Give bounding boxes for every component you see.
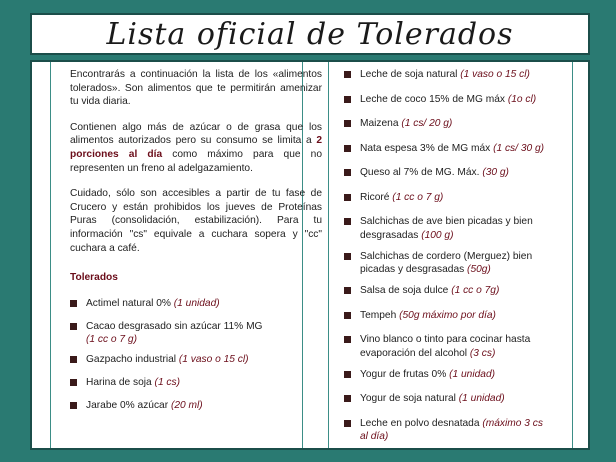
item-quantity: (1 cc o 7 g) xyxy=(392,191,444,203)
bullet-square-icon xyxy=(344,287,351,294)
list-item xyxy=(70,297,322,320)
bullet-square-icon xyxy=(344,194,351,201)
item-name: Salsa de soja dulce xyxy=(360,285,449,296)
bullet-square-icon xyxy=(344,395,351,402)
item-quantity: (1 cs/ 20 g) xyxy=(401,118,453,129)
bullet-square-icon xyxy=(70,356,77,363)
list-item xyxy=(344,166,552,191)
caution-paragraph: Cuidado, sólo son accesibles a partir de tu fase de Crucero y están prohibidos los jueves de Proteínas Puras (consolidación, estabilización). Para tu información "cs" equivale a cuchara sopera y "cc" cuchara a café. xyxy=(70,188,322,254)
list-item xyxy=(344,368,552,393)
bullet-square-icon xyxy=(70,402,77,409)
list-item xyxy=(344,417,552,452)
item-quantity: (1 vaso o 15 cl) xyxy=(460,69,530,80)
bullet-square-icon xyxy=(70,300,77,307)
content-panel xyxy=(30,60,590,450)
item-quantity: (20 ml) xyxy=(170,399,203,411)
list-item xyxy=(344,117,552,142)
list-item xyxy=(344,68,552,93)
item-quantity: (1 unidad) xyxy=(173,297,220,309)
bullet-square-icon xyxy=(344,169,351,176)
item-name: Nata espesa 3% de MG máx xyxy=(360,142,491,154)
list-item xyxy=(344,142,552,167)
item-name: Yogur de soja natural xyxy=(360,393,456,404)
list-item xyxy=(344,191,552,216)
list-item xyxy=(344,309,552,334)
list-item xyxy=(344,392,552,417)
limit-text-pre: Contienen algo más de azúcar o de grasa que los alimentos autorizados pero su consumo se limita a xyxy=(70,121,322,147)
limit-paragraph xyxy=(70,121,322,175)
item-name: Harina de soja xyxy=(86,376,152,388)
tolerados-heading: Tolerados xyxy=(70,272,118,284)
item-name: Ricoré xyxy=(360,191,390,203)
item-quantity: (1 cs) xyxy=(154,376,181,388)
bullet-square-icon xyxy=(344,371,351,378)
title-banner xyxy=(30,13,590,55)
item-name: Salchichas de ave bien picadas y bien desgrasadas xyxy=(360,216,533,241)
right-column xyxy=(344,68,552,451)
item-name: Jarabe 0% azúcar xyxy=(86,399,169,411)
item-name: Maizena xyxy=(360,118,399,129)
right-column-divider-line xyxy=(328,62,329,448)
item-name: Tempeh xyxy=(360,309,397,321)
item-quantity: (máximo 3 cs al día) xyxy=(360,417,543,443)
left-column xyxy=(70,68,322,422)
list-item xyxy=(70,376,322,399)
item-quantity: (50g) xyxy=(467,264,491,276)
left-border-line xyxy=(50,62,51,448)
list-item xyxy=(344,215,552,250)
bullet-square-icon xyxy=(70,379,77,386)
item-quantity: (1o cl) xyxy=(507,93,537,105)
limit-text-bold: 2 porciones al día xyxy=(70,135,322,160)
item-name: Queso al 7% de MG. Máx. xyxy=(360,167,480,178)
item-quantity: (30 g) xyxy=(482,167,509,178)
list-item xyxy=(344,284,552,309)
item-name: Cacao desgrasado sin azúcar 11% MG xyxy=(86,320,263,332)
bullet-square-icon xyxy=(344,312,351,319)
item-quantity: (3 cs) xyxy=(469,347,496,359)
bullet-square-icon xyxy=(344,253,351,260)
list-item xyxy=(70,320,322,353)
item-name: Vino blanco o tinto para cocinar hasta evaporación del alcohol xyxy=(360,334,531,359)
item-name: Salchichas de cordero (Merguez) bien picadas y desgrasadas xyxy=(360,250,533,276)
item-name: Leche de soja natural xyxy=(360,69,458,80)
item-name: Leche de coco 15% de MG máx xyxy=(360,93,505,105)
item-quantity: (1 vaso o 15 cl) xyxy=(178,353,249,365)
item-quantity: (1 cc o 7g) xyxy=(451,285,500,296)
item-quantity: (50g máximo por día) xyxy=(399,309,496,321)
bullet-square-icon xyxy=(344,71,351,78)
list-item xyxy=(344,250,552,285)
bullet-square-icon xyxy=(344,218,351,225)
limit-text-post: como máximo para que no representen un freno al adelgazamiento. xyxy=(70,148,323,174)
bullet-square-icon xyxy=(344,145,351,152)
bullet-square-icon xyxy=(344,96,351,103)
bullet-square-icon xyxy=(70,323,77,330)
right-border-line xyxy=(572,62,573,448)
list-item xyxy=(344,93,552,118)
list-item xyxy=(344,333,552,368)
item-name: Yogur de frutas 0% xyxy=(360,368,447,380)
bullet-square-icon xyxy=(344,420,351,427)
item-quantity: (1 cs/ 30 g) xyxy=(493,142,545,154)
item-name: Gazpacho industrial xyxy=(86,353,177,365)
item-name: Leche en polvo desnatada xyxy=(360,417,480,429)
intro-paragraph: Encontrarás a continuación la lista de los «alimentos tolerados». Son alimentos que te permitirán amenizar tu vida diaria. xyxy=(70,69,322,108)
item-quantity: (1 cc o 7 g) xyxy=(86,334,137,346)
item-quantity: (100 g) xyxy=(421,229,454,241)
item-name: Actimel natural 0% xyxy=(86,297,171,309)
list-item xyxy=(70,399,322,422)
page-title: Lista oficial de Tolerados xyxy=(106,17,514,52)
item-quantity: (1 unidad) xyxy=(449,368,495,380)
bullet-square-icon xyxy=(344,336,351,343)
list-item xyxy=(70,353,322,376)
item-quantity: (1 unidad) xyxy=(458,393,505,404)
bullet-square-icon xyxy=(344,120,351,127)
